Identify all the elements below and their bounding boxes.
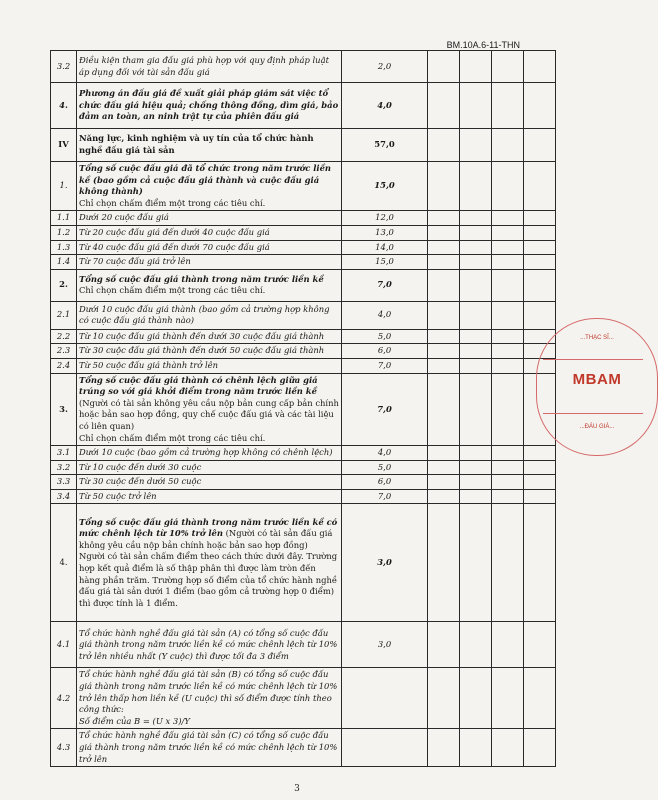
row-number: 4. (51, 83, 77, 129)
max-score: 3,0 (342, 622, 428, 668)
table-row (51, 162, 556, 211)
row-number: 2.4 (51, 358, 77, 373)
criterion-text: Từ 10 cuộc đến dưới 30 cuộc (77, 460, 342, 475)
table-row (51, 358, 556, 373)
criterion-text: Dưới 10 cuộc (bao gồm cả trường hợp không có chênh lệch) (77, 446, 342, 461)
row-number: 4.3 (51, 729, 77, 767)
table-row (51, 729, 556, 767)
row-number: 3. (51, 373, 77, 446)
table-row (51, 373, 556, 446)
max-score: 7,0 (342, 373, 428, 446)
table-row (51, 622, 556, 668)
criterion-text: Từ 70 cuộc đấu giá trở lên (77, 255, 342, 270)
table-row (51, 129, 556, 162)
criterion-text: Từ 40 cuộc đấu giá đến dưới 70 cuộc đấu giá (77, 240, 342, 255)
max-score: 2,0 (342, 51, 428, 83)
row-number: 3.2 (51, 51, 77, 83)
criterion-text: Năng lực, kinh nghiệm và uy tín của tổ chức hành nghề đấu giá tài sản (77, 129, 342, 162)
criterion-text: Điều kiện tham gia đấu giá phù hợp với quy định pháp luật áp dụng đối với tài sản đấu giá (77, 51, 342, 83)
table-row (51, 344, 556, 359)
table-row (51, 301, 556, 329)
row-number: 2.2 (51, 329, 77, 344)
table-row (51, 240, 556, 255)
criterion-text: Tổ chức hành nghề đấu giá tài sản (A) có tổng số cuộc đấu giá thành trong năm trước liền kề có mức chênh lệch từ 10% trở lên nhiều nhất (Y cuộc) thì được tối đa 3 điểm (77, 622, 342, 668)
row-number: IV (51, 129, 77, 162)
max-score: 7,0 (342, 489, 428, 504)
criterion-cell (77, 162, 342, 211)
criterion-heading: Tổng số cuộc đấu giá thành trong năm trước liền kề (79, 273, 324, 284)
max-score: 57,0 (342, 129, 428, 162)
table-row (51, 489, 556, 504)
table-row (51, 225, 556, 240)
max-score: 3,0 (342, 504, 428, 622)
form-code: BM.10A.6-11-THN (446, 40, 520, 50)
stamp-bottom-text: ...ĐÁU GIÁ... (579, 424, 615, 430)
criterion-text: Phương án đấu giá đề xuất giải pháp giám sát việc tổ chức đấu giá hiệu quả; chống thông đồng, dìm giá, bảo đảm an toàn, an ninh trật tự của phiên đấu giá (77, 83, 342, 129)
criterion-text: Từ 30 cuộc đấu giá thành đến dưới 50 cuộc đấu giá thành (77, 344, 342, 359)
row-number: 3.1 (51, 446, 77, 461)
row-number: 1.2 (51, 225, 77, 240)
stamp-logo-text: MBAM (572, 371, 622, 388)
criterion-note: Chỉ chọn chấm điểm một trong các tiêu chí. (79, 432, 266, 443)
max-score: 4,0 (342, 446, 428, 461)
row-number: 2. (51, 269, 77, 301)
score-formula: Số điểm của B = (U x 3)/Y (79, 715, 190, 726)
max-score: 6,0 (342, 344, 428, 359)
max-score: 5,0 (342, 460, 428, 475)
criterion-text: Tổ chức hành nghề đấu giá tài sản (B) có tổng số cuộc đấu giá thành trong năm trước liền kề có mức chênh lệch từ 10% trở lên thấp hơn liền kề (U cuộc) thì số điểm được tính theo công thức: (79, 669, 338, 715)
row-number: 3.4 (51, 489, 77, 504)
criterion-heading: Tổng số cuộc đấu giá thành trong năm trước liền kề có mức chênh lệch từ 10% trở lên (79, 516, 338, 539)
max-score: 5,0 (342, 329, 428, 344)
criterion-text: Từ 50 cuộc trở lên (77, 489, 342, 504)
max-score: 12,0 (342, 211, 428, 226)
criterion-text: Tổ chức hành nghề đấu giá tài sản (C) có tổng số cuộc đấu giá thành trong năm trước liền kề có mức chênh lệch từ 10% trở lên (77, 729, 342, 767)
max-score (342, 668, 428, 729)
table-row (51, 255, 556, 270)
criterion-heading: Tổng số cuộc đấu giá thành có chênh lệch giữa giá trúng so với giá khởi điểm trong năm trước liền kề (79, 374, 318, 397)
criterion-cell (77, 373, 342, 446)
criterion-cell (77, 668, 342, 729)
criterion-text: Từ 10 cuộc đấu giá thành đến dưới 30 cuộc đấu giá thành (77, 329, 342, 344)
criterion-cell (77, 504, 342, 622)
criterion-text: Từ 30 cuộc đến dưới 50 cuộc (77, 475, 342, 490)
criterion-heading: Tổng số cuộc đấu giá đã tổ chức trong năm trước liền kề (bao gồm cả cuộc đấu giá thành và cuộc đấu giá không thành) (79, 163, 331, 197)
criterion-text: Từ 20 cuộc đấu giá đến dưới 40 cuộc đấu giá (77, 225, 342, 240)
table-row (51, 269, 556, 301)
row-number: 1.4 (51, 255, 77, 270)
page-number: 3 (294, 784, 300, 794)
row-number: 3.2 (51, 460, 77, 475)
row-number: 3.3 (51, 475, 77, 490)
table-row (51, 460, 556, 475)
criterion-text: Dưới 20 cuộc đấu giá (77, 211, 342, 226)
table-row (51, 446, 556, 461)
criterion-note: Chỉ chọn chấm điểm một trong các tiêu chí. (79, 197, 266, 208)
stamp-top-text: ...THẠC SĨ... (580, 335, 614, 341)
table-row (51, 329, 556, 344)
max-score: 7,0 (342, 269, 428, 301)
max-score: 6,0 (342, 475, 428, 490)
table-row (51, 51, 556, 83)
criterion-cell (77, 269, 342, 301)
max-score: 15,0 (342, 255, 428, 270)
max-score: 4,0 (342, 83, 428, 129)
criterion-parenthetical: (Người có tài sản không yêu cầu nộp bản cung cấp bản chính hoặc bản sao hợp đồng, quy chế cuộc đấu giá và các tài liệu có liên quan) (79, 397, 339, 431)
max-score: 7,0 (342, 358, 428, 373)
max-score: 15,0 (342, 162, 428, 211)
row-number: 4.1 (51, 622, 77, 668)
table-row (51, 668, 556, 729)
max-score (342, 729, 428, 767)
row-number: 1.1 (51, 211, 77, 226)
criterion-parenthetical: (Người có tài sản đấu giá không yêu cầu nộp bản chính hoặc bản sao hợp đồng) (79, 528, 333, 550)
table-row (51, 83, 556, 129)
max-score: 14,0 (342, 240, 428, 255)
table-row (51, 504, 556, 622)
row-number: 4. (51, 504, 77, 622)
row-number: 1. (51, 162, 77, 211)
table-row (51, 211, 556, 226)
criterion-note: Chỉ chọn chấm điểm một trong các tiêu chí. (79, 285, 266, 296)
max-score: 4,0 (342, 301, 428, 329)
row-number: 4.2 (51, 668, 77, 729)
row-number: 2.1 (51, 301, 77, 329)
criterion-text: Từ 50 cuộc đấu giá thành trở lên (77, 358, 342, 373)
criterion-text: Dưới 10 cuộc đấu giá thành (bao gồm cả trường hợp không có cuộc đấu giá thành nào) (77, 301, 342, 329)
table-row (51, 475, 556, 490)
max-score: 13,0 (342, 225, 428, 240)
scoring-table (50, 50, 556, 767)
company-stamp (536, 318, 658, 456)
criterion-note: Người có tài sản chấm điểm theo cách thức dưới đây. Trường hợp kết quả điểm là số thập phân thì được làm tròn đến hàng phần trăm. Trường hợp số điểm của tổ chức hành nghề đấu giá tài sản dưới 1 điểm (bao gồm cả trường hợp 0 điểm) thì được tính là 1 điểm. (79, 551, 338, 608)
row-number: 1.3 (51, 240, 77, 255)
row-number: 2.3 (51, 344, 77, 359)
